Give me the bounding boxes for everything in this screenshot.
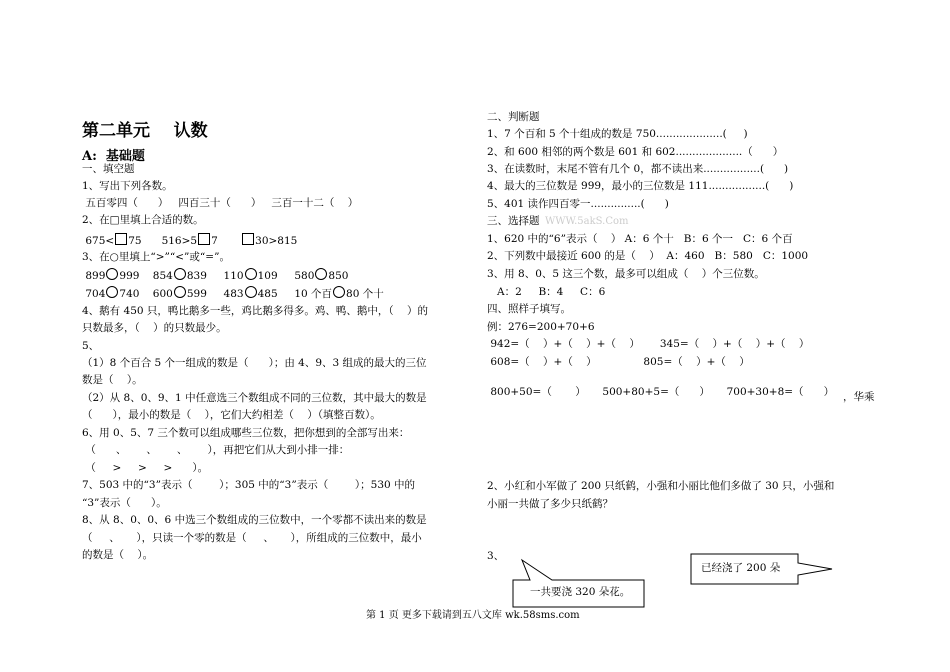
question-5-2-line-1: （2）从 8、0、9、1 中任意选三个数组成不同的三位数，其中最大的数是	[82, 392, 427, 404]
blank-box	[198, 233, 210, 245]
choice-question-3: 3、用 8、0、5 这三个数，最多可以组成（ ）个三位数。	[487, 268, 765, 280]
example-line: 例：276=200+70+6	[487, 321, 595, 333]
blank-circle	[333, 286, 345, 298]
callout-2-frame	[512, 558, 647, 610]
section-a-heading: A: 基础题	[82, 149, 145, 164]
callout-1-text: 已经浇了 200 朵	[701, 562, 781, 574]
tf-question-3: 3、在读数时，末尾不管有几个 0，都不读出来.................( )	[487, 163, 789, 175]
question-3: 3、在○里填上“>”“<”或“=”。	[82, 251, 230, 263]
question-6-line-3: （ > > > ）。	[82, 462, 209, 474]
question-4-line-1: 4、鹅有 450 只，鸭比鹅多一些，鸡比鹅多得多。鸡、鸭、鹅中，（ ）的	[82, 305, 428, 317]
question-5: 5、	[82, 340, 100, 352]
question-1-items: 五百零四（ ） 四百三十（ ） 三百一十二（ ）	[82, 197, 359, 209]
blank-circle	[174, 286, 186, 298]
fill-blank-heading: 一、填空题	[82, 163, 135, 175]
blank-circle	[245, 268, 257, 280]
unit-title: 第二单元 认数	[82, 121, 208, 141]
question-6-line-1: 6、用 0、5、7 三个数可以组成哪些三位数，把你想到的全部写出来：	[82, 427, 410, 439]
blank-circle	[245, 286, 257, 298]
page-footer: 第 1 页 更多下载请到五八文库 wk.58sms.com	[366, 610, 580, 621]
question-5-1-line-1: （1）8 个百合 5 个一组成的数是（ ）；由 4、9、3 组成的最大的三位	[82, 357, 427, 369]
tf-question-4: 4、最大的三位数是 999，最小的三位数是 111.................( )	[487, 180, 794, 192]
blank-box	[115, 233, 127, 245]
tf-question-5: 5、401 读作四百零一...............( )	[487, 198, 669, 210]
question-7-line-1: 7、503 中的“3”表示（ ）；305 中的“3”表示（ ）；530 中的	[82, 479, 416, 491]
word-problem-2-line-1: 2、小红和小军做了 200 只纸鹤，小强和小丽比他们多做了 30 只，小强和	[487, 480, 835, 492]
true-false-heading: 二、判断题	[487, 111, 540, 123]
word-problem-2-line-2: 小丽一共做了多少只纸鹤？	[487, 498, 613, 510]
question-3-row-1: 899 999 854 839 110 109 580 850	[82, 270, 349, 282]
compose-row: 800+50=（ ） 500+80+5=（ ） 700+30+8=（ ）	[487, 386, 835, 398]
blank-circle	[315, 268, 327, 280]
example-heading: 四、照样子填写。	[487, 303, 571, 315]
question-5-2-line-2: （ ），最小的数是（ ），它们大约相差（ ）（填整百数）。	[82, 409, 381, 421]
choice-question-2: 2、下列数中最接近 600 的是（ ） A：460 B：580 C：1000	[487, 250, 809, 262]
question-4-line-2: 只数最多，（ ）的只数最少。	[82, 322, 227, 334]
blank-circle	[106, 268, 118, 280]
question-6-line-2: （ 、 、 、 ），再把它们从大到小排一排：	[82, 444, 350, 456]
blank-circle	[174, 268, 186, 280]
choice-question-1: 1、620 中的“6”表示（ ） A：6 个十 B：6 个一 C：6 个百	[487, 233, 793, 245]
question-8-line-3: 的数是（ ）。	[82, 549, 154, 561]
decompose-row-2: 608=（ ）+（ ） 805=（ ）+（ ）	[487, 356, 750, 368]
word-problem-3-label: 3、	[487, 550, 505, 562]
tf-question-2: 2、和 600 相邻的两个数是 601 和 602....................（ ）	[487, 146, 784, 158]
tf-question-1: 1、7 个百和 5 个十组成的数是 750....................( )	[487, 128, 748, 140]
question-2-items: 675< 75 516>5 7 30>815	[82, 235, 298, 247]
question-7-line-2: “3”表示（ ）。	[82, 497, 167, 509]
question-8-line-1: 8、从 8、0、0、6 中选三个数组成的三位数中，一个零都不读出来的数是	[82, 514, 427, 526]
decompose-row-1: 942=（ ）+（ ）+（ ） 345=（ ）+（ ）+（ ）	[487, 338, 810, 350]
question-1: 1、写出下列各数。	[82, 180, 173, 192]
question-5-1-line-2: 数是（ ）。	[82, 374, 143, 386]
choice-question-3-options: A：2 B：4 C：6	[487, 286, 606, 298]
question-2: 2、在□里填上合适的数。	[82, 214, 204, 226]
callout-2-text: 一共要浇 320 朵花。	[530, 586, 631, 598]
blank-box	[242, 233, 254, 245]
watermark: WWW.5akS.Com	[545, 216, 629, 227]
question-8-line-2: （ 、 ），只读一个零的数是（ 、 ），所组成的三位数中，最小	[82, 532, 422, 544]
question-3-row-2: 704 740 600 599 483 485 10 个百 80 个十	[82, 288, 384, 300]
side-text: ，华乘	[843, 391, 875, 403]
blank-circle	[106, 286, 118, 298]
choice-heading: 三、选择题	[487, 215, 540, 227]
